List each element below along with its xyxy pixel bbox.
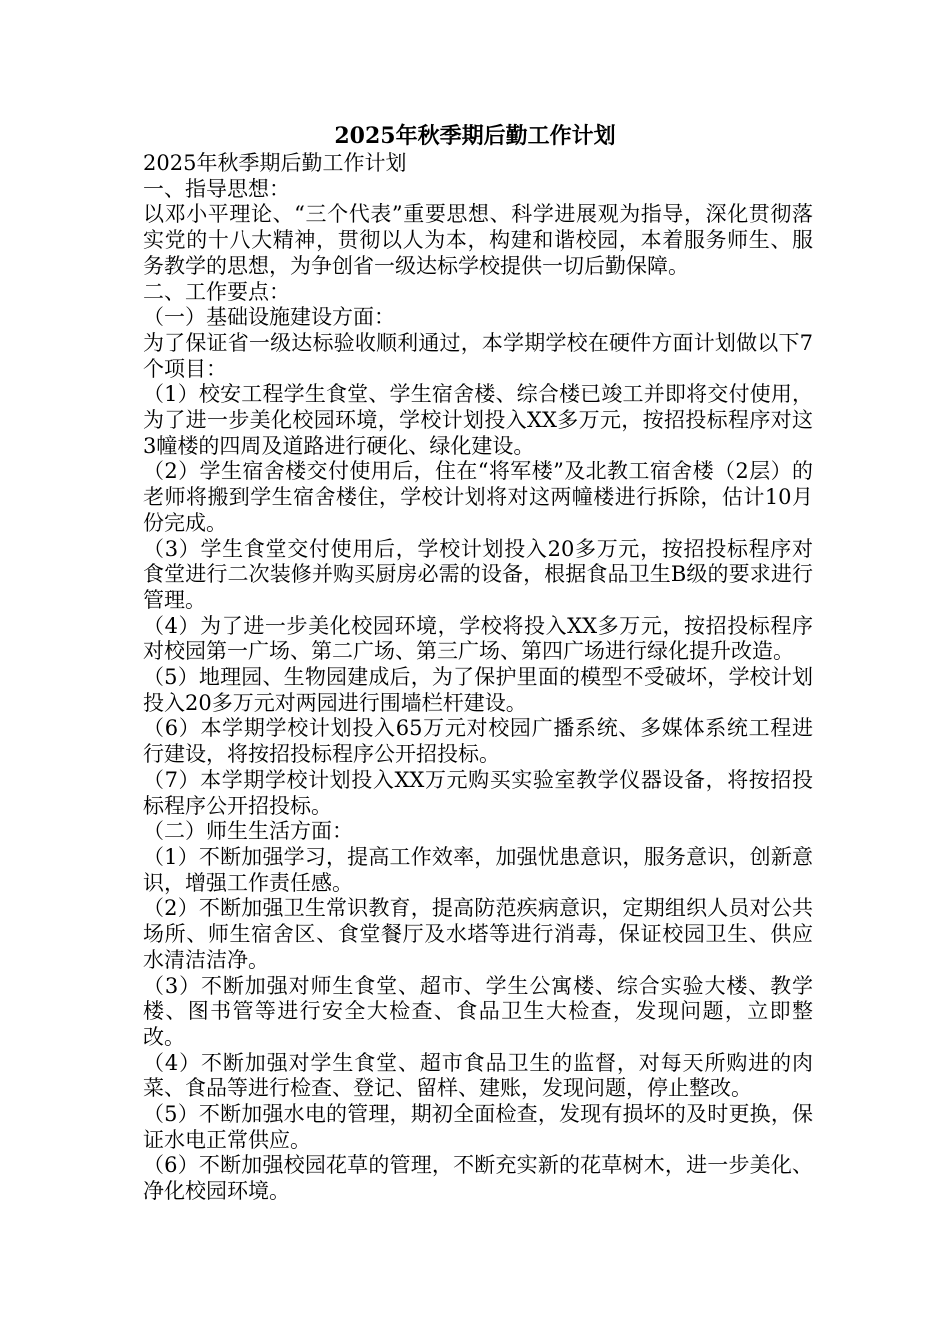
list-item-infrastructure-3: （3）学生食堂交付使用后，学校计划投入20多万元，按招投标程序对食堂进行二次装修并购买厨房必需的设备，根据食品卫生B级的要求进行管理。 xyxy=(143,536,813,612)
heading-staff-student-life: （二）师生生活方面： xyxy=(143,819,353,844)
list-item-life-1: （1）不断加强学习，提高工作效率，加强忧患意识，服务意识，创新意识，增强工作责任感。 xyxy=(143,844,813,895)
paragraph-guiding-thought: 以邓小平理论、“三个代表”重要思想、科学进展观为指导，深化贯彻落实党的十八大精神，贯彻以人为本，构建和谐校园，本着服务师生、服务教学的思想，为争创省一级达标学校提供一切后勤保障。 xyxy=(143,202,813,278)
list-item-infrastructure-4: （4）为了进一步美化校园环境，学校将投入XX多万元，按招投标程序对校园第一广场、第二广场、第三广场、第四广场进行绿化提升改造。 xyxy=(143,613,813,664)
heading-work-points: 二、工作要点： xyxy=(143,279,290,304)
list-item-life-5: （5）不断加强水电的管理，期初全面检查，发现有损坏的及时更换，保证水电正常供应。 xyxy=(143,1102,813,1152)
document-body xyxy=(143,151,813,1205)
list-item-infrastructure-5: （5）地理园、生物园建成后，为了保护里面的模型不受破坏，学校计划投入20多万元对两园进行围墙栏杆建设。 xyxy=(143,665,813,715)
list-item-infrastructure-2: （2）学生宿舍楼交付使用后，住在“将军楼”及北教工宿舍楼（2层）的老师将搬到学生宿舍楼住，学校计划将对这两幢楼进行拆除，估计10月份完成。 xyxy=(143,459,813,535)
paragraph-infrastructure-intro: 为了保证省一级达标验收顺利通过，本学期学校在硬件方面计划做以下7个项目： xyxy=(143,330,813,381)
list-item-infrastructure-1: （1）校安工程学生食堂、学生宿舍楼、综合楼已竣工并即将交付使用，为了进一步美化校园环境，学校计划投入XX多万元，按招投标程序对这3幢楼的四周及道路进行硬化、绿化建设。 xyxy=(143,382,813,458)
list-item-life-3: （3）不断加强对师生食堂、超市、学生公寓楼、综合实验大楼、教学楼、图书管等进行安全大检查、食品卫生大检查，发现问题，立即整改。 xyxy=(143,973,813,1049)
list-item-infrastructure-6: （6）本学期学校计划投入65万元对校园广播系统、多媒体系统工程进行建设，将按招投标程序公开招投标。 xyxy=(143,716,813,767)
list-item-life-6: （6）不断加强校园花草的管理，不断充实新的花草树木，进一步美化、净化校园环境。 xyxy=(143,1153,813,1204)
list-item-infrastructure-7: （7）本学期学校计划投入XX万元购买实验室教学仪器设备，将按招投标程序公开招投标。 xyxy=(143,767,813,818)
document-title: 2025年秋季期后勤工作计划 xyxy=(334,123,616,149)
list-item-life-2: （2）不断加强卫生常识教育，提高防范疾病意识，定期组织人员对公共场所、师生宿舍区、食堂餐厅及水塔等进行消毒，保证校园卫生、供应水清洁洁净。 xyxy=(143,896,813,972)
heading-guiding-thought: 一、指导思想： xyxy=(143,176,290,201)
heading-infrastructure: （一）基础设施建设方面： xyxy=(143,305,395,330)
list-item-life-4: （4）不断加强对学生食堂、超市食品卫生的监督，对每天所购进的肉菜、食品等进行检查、登记、留样、建账，发现问题，停止整改。 xyxy=(143,1050,813,1101)
paragraph-subtitle: 2025年秋季期后勤工作计划 xyxy=(143,151,407,175)
